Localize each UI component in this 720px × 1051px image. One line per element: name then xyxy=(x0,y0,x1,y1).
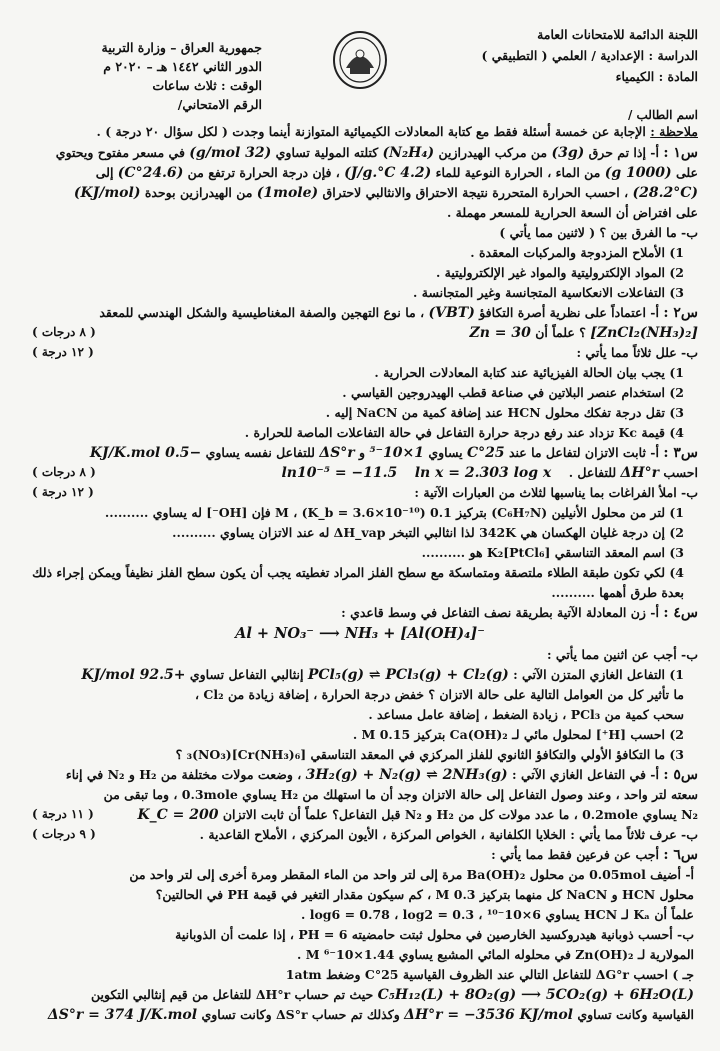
q5-part-b: ب- عرف ثلاثاً مما يأتي : الخلايا الكلفانية ، الخواص المركزة ، الأيون المركزي ، الأملاح القاعدية . xyxy=(199,827,698,842)
q5-text: سعته لتر واحد ، وعند وصول التفاعل إلى حالة الاتزان وجد أن ما استهلك من H₂ يساوي 0.3mole ، وما تبقى من xyxy=(103,787,698,802)
q1-text: أ- إذا تم حرق xyxy=(588,145,659,160)
question-number: س٢ : xyxy=(663,305,698,321)
question-6 xyxy=(22,845,698,1025)
exam-note xyxy=(22,124,698,139)
q1-text: من مركب الهيدرازين xyxy=(438,145,548,160)
list-item: 1) الأملاح المزدوجة والمركبات المعقدة . xyxy=(470,245,684,260)
subject-name: المادة : الكيمياء xyxy=(615,69,698,84)
q3-ln-hint: ln10⁻⁵ = −11.5 xyxy=(281,465,398,481)
q1-water-mass: (1000 g) xyxy=(604,165,672,181)
question-5 xyxy=(22,765,698,845)
q1-temp-final: (28.2°C) xyxy=(632,185,698,201)
question-2 xyxy=(22,303,698,443)
exam-number-field: الرقم الامتحاني/ xyxy=(177,97,262,112)
list-item: 4) قيمة Kc تزداد عند رفع درجة حرارة التفاعل في حالة التفاعلات الماصة للحرارة . xyxy=(244,425,684,440)
q3-k: 1×10⁻⁵ xyxy=(369,445,424,461)
q2-part-b-heading: ب- علل ثلاثاً مما يأتي : xyxy=(576,345,698,360)
q1-specific-heat: (4.2 J/g.°C) xyxy=(344,165,432,181)
q5-text: أ- في التفاعل الغازي الآتي : xyxy=(511,767,659,782)
q3-text: احسب xyxy=(663,465,698,480)
q1-text: على xyxy=(675,165,698,180)
q4-enthalpy: +92.5 KJ/mol xyxy=(81,667,186,683)
q3-text: أ- ثابت الاتزان لتفاعل ما عند xyxy=(508,445,659,460)
q2-text: ؟ علماً أن xyxy=(535,325,586,340)
header-committee xyxy=(448,24,698,87)
list-item: 4) لكي تكون طبقة الطلاء ملتصقة ومتماسكة مع سطح الفلز المراد تغطيته يجب أن يكون سطح الفلز نظيفاً ويمكن إجراء ذلك بعدة طرق أهمها .......... xyxy=(32,565,684,600)
list-item: 3) ما التكافؤ الأولي والتكافؤ الثانوي للفلز المركزي في المعقد التناسقي [Cr(NH₃)₆](NO₃)₃ ؟ xyxy=(175,747,684,762)
q6-dh: ΔH°r = −3536 KJ/mol xyxy=(404,1007,573,1023)
q1-text: ، احسب الحرارة المتحررة نتيجة الاحتراق والانثالبي لاحتراق xyxy=(322,185,629,200)
question-number: س٥ : xyxy=(663,767,698,783)
list-item: ما تأثير كل من العوامل التالية على حالة الاتزان ؟ خفض درجة الحرارة ، إضافة زيادة من Cl₂ ، xyxy=(195,687,684,702)
question-number: س٣ : xyxy=(663,445,698,461)
q2-complex: [ZnCl₂(NH₃)₂] xyxy=(590,325,698,341)
q6-ds: ΔS°r = 374 J/K.mol xyxy=(47,1007,198,1023)
q3-ln-hint: ln x = 2.303 log x xyxy=(414,465,552,481)
q3-text: للتفاعل . xyxy=(568,465,617,480)
q1-assumption: على افتراض أن السعة الحرارية للمسعر مهملة . xyxy=(446,205,698,220)
exam-duration: الوقت : ثلاث ساعات xyxy=(152,78,262,93)
q3-ds-value: −0.5 KJ/K.mol xyxy=(89,445,202,461)
list-item: 3) اسم المعقد التناسقي [K₂[PtCl₆ هو .......... xyxy=(421,545,684,560)
q4-text: 1) التفاعل الغازي المتزن الآتي : xyxy=(513,667,684,682)
q5-equation: 3H₂(g) + N₂(g) ⇌ 2NH₃(g) xyxy=(305,767,508,783)
q5-text: N₂ يساوي 0.2mole ، ما عدد مولات كل من H₂ و N₂ قبل التفاعل؟ علماً أن ثابت الاتزان xyxy=(222,807,698,822)
q1-text: إلى xyxy=(95,165,114,180)
list-item: 1) يجب بيان الحالة الفيزيائية عند كتابة المعادلات الحرارية . xyxy=(374,365,684,380)
q6-text: القياسية وكانت تساوي xyxy=(577,1007,694,1022)
marks-badge: ( ٨ درجات ) xyxy=(32,465,96,479)
q2-text: أ- اعتماداً على نظرية أصرة التكافؤ xyxy=(479,305,659,320)
question-1 xyxy=(22,143,698,303)
q1-unit: (KJ/mol) xyxy=(73,185,141,201)
question-3 xyxy=(22,443,698,603)
q1-text: في مسعر مفتوح ويحتوي xyxy=(55,145,185,160)
marks-badge: ( ١٢ درجة ) xyxy=(32,345,94,359)
q3-text: و xyxy=(359,445,366,460)
list-item: 3) التفاعلات الانعكاسية المتجانسة وغير المتجانسة . xyxy=(413,285,684,300)
q4-part-a: أ- زن المعادلة الآتية بطريقة نصف التفاعل في وسط قاعدي : xyxy=(341,605,659,620)
q4-equilibrium-eq: PCl₅(g) ⇌ PCl₃(g) + Cl₂(g) xyxy=(307,667,509,683)
list-item: 3) تقل درجة تفكك محلول HCN عند إضافة كمية من NaCN إليه . xyxy=(325,405,684,420)
q6-part-a: أ- أضيف 0.05mol من محلول Ba(OH)₂ مرة إلى لتر واحد من الماء المقطر ومرة أخرى إلى لتر واحد من xyxy=(129,867,694,882)
list-item: 2) استخدام عنصر البلاتين في صناعة قطب الهيدروجين القياسي . xyxy=(342,385,684,400)
note-label: ملاحظة : xyxy=(650,124,698,139)
q2-vbt: (VBT) xyxy=(428,305,475,321)
q4-equation: Al + NO₃⁻ ⟶ NH₃ + [Al(OH)₄]⁻ xyxy=(235,625,485,642)
q6-part-b: المولارية لـ Zn(OH)₂ في محلوله المائي المشبع يساوي 1.44×10⁻⁶ M . xyxy=(296,947,694,962)
header-ministry xyxy=(42,38,262,114)
q4-text: إنثالبي التفاعل تساوي xyxy=(189,667,304,682)
q5-kc: K_C = 200 xyxy=(137,807,219,823)
q3-ds: ΔS°r xyxy=(319,445,355,461)
question-number: س١ : xyxy=(663,145,698,161)
q1-part-b-heading: ب- ما الفرق بين ؟ ( لاثنين مما يأتي ) xyxy=(499,225,698,240)
question-number: س٤ : xyxy=(663,605,698,621)
q1-text: من الماء ، الحرارة النوعية للماء xyxy=(435,165,601,180)
list-item: سحب كمية من PCl₃ ، زيادة الضغط ، إضافة عامل مساعد . xyxy=(368,707,684,722)
q1-text: ، فإن درجة الحرارة ترتفع من xyxy=(187,165,340,180)
q1-temp-initial: (24.6°C) xyxy=(117,165,184,181)
q1-formula: (N₂H₄) xyxy=(382,145,435,161)
committee-name: اللجنة الدائمة للامتحانات العامة xyxy=(537,27,698,42)
q5-text: ، وضعت مولات مختلفة من H₂ و N₂ في إناء xyxy=(65,767,302,782)
q1-molar-mass: (32 g/mol) xyxy=(189,145,272,161)
marks-badge: ( ١٢ درجة ) xyxy=(32,485,94,499)
q2-zn: Zn = 30 xyxy=(469,325,531,341)
question-4 xyxy=(22,603,698,765)
q3-dh: ΔH°r xyxy=(620,465,659,481)
q6-text: وكذلك تم حساب ΔS°r وكانت تساوي xyxy=(201,1007,400,1022)
q6-part-a: محلول HCN و NaCN كل منهما بتركيز 0.3 M ، كم سيكون مقدار التغير في قيمة PH في الحالتين؟ xyxy=(155,887,694,902)
student-name-field: اسم الطالب / xyxy=(627,108,698,122)
q1-text: كتلته المولية تساوي xyxy=(275,145,379,160)
list-item: 2) المواد الإلكتروليتية والمواد غير الإلكتروليتية . xyxy=(435,265,684,280)
q3-part-b-heading: ب- املأ الفراغات بما يناسبها لثلاث من العبارات الآتية : xyxy=(414,485,698,500)
q3-text: يساوي xyxy=(428,445,463,460)
ministry-seal-icon xyxy=(332,30,388,90)
q3-temp: 25°C xyxy=(466,445,505,461)
list-item: 2) احسب [H⁺] لمحلول مائي لـ Ca(OH)₂ بتركيز 0.15 M . xyxy=(352,727,684,742)
list-item: 2) إن درجة غليان الهكسان هي 342K لذا انثالبي التبخر ΔH_vap له عند الاتزان يساوي .......... xyxy=(172,525,684,540)
q6-part-a: علماً أن Kₐ لـ HCN يساوي 6×10⁻¹⁰ ، log6 = 0.78 ، log2 = 0.3 . xyxy=(301,907,694,922)
q3-text: للتفاعل نفسه يساوي xyxy=(205,445,315,460)
note-text: الإجابة عن خمسة أسئلة فقط مع كتابة المعادلات الكيميائية المتوازنة أينما وجدت ( لكل سؤال ٢٠ درجة ) . xyxy=(96,124,646,139)
q6-text: حيث تم حساب ΔH°r للتفاعل من قيم إنثالبي التكوين xyxy=(91,987,374,1002)
list-item: 1) لتر من محلول الأنيلين (C₆H₇N) بتركيز 0.1 M ، (K_b = 3.6×10⁻¹⁰) فإن [OH⁻] له يساوي .......... xyxy=(104,505,684,520)
q6-combustion-eq: C₅H₁₂(L) + 8O₂(g) ⟶ 5CO₂(g) + 6H₂O(L) xyxy=(377,987,694,1003)
question-number: س٦ : xyxy=(663,847,698,863)
exam-header xyxy=(22,16,698,116)
q2-text: ، ما نوع التهجين والصفة المغناطيسية والشكل الهندسي للمعقد xyxy=(99,305,425,320)
q6-part-b: ب- أحسب ذوبانية هيدروكسيد الخارصين في محلول ثبتت حامضيته PH = 6 ، إذا علمت أن الذوبانية xyxy=(175,927,694,942)
q1-mole: (1mole) xyxy=(256,185,319,201)
ministry-name: جمهورية العراق – وزارة التربية xyxy=(101,40,262,55)
marks-badge: ( ٩ درجات ) xyxy=(32,827,96,841)
q1-mass: (3g) xyxy=(551,145,585,161)
q6-part-c: جـ ) احسب ΔG°r للتفاعل التالي عند الظروف القياسية 25°C وضغط 1atm xyxy=(285,967,694,982)
study-branch: الدراسة : الإعدادية / العلمي ( التطبيقي ) xyxy=(481,48,698,63)
marks-badge: ( ٨ درجات ) xyxy=(32,325,96,339)
q4-part-b-heading: ب- أجب عن اثنين مما يأتي : xyxy=(546,647,698,662)
q6-heading: أجب عن فرعين فقط مما يأتي : xyxy=(491,847,659,862)
marks-badge: ( ١١ درجة ) xyxy=(32,807,94,821)
q1-text: من الهيدرازين بوحدة xyxy=(144,185,253,200)
exam-session: الدور الثاني ١٤٤٢ هـ – ٢٠٢٠ م xyxy=(103,59,262,74)
